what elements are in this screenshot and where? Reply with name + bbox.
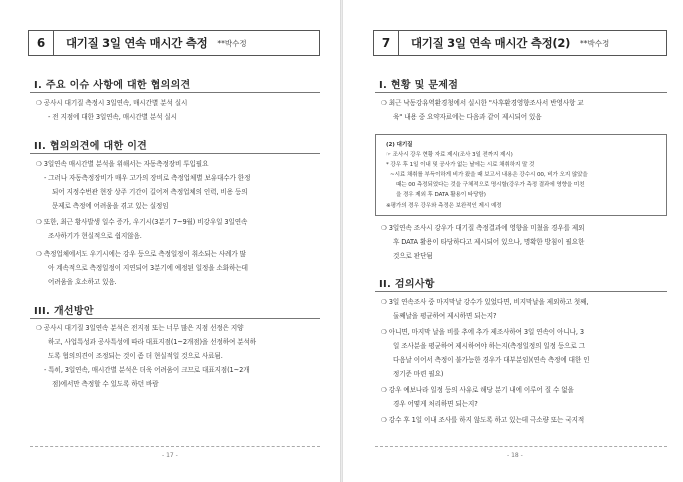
left-section2-line: 되어 지정수번관 현장 상주 기간이 길어져 측정업체의 인력, 비용 등의 [52, 188, 248, 196]
box-line: 때는 00 측정되었다는 것을 구체적으로 명시할(강우가 측정 결과에 영향을 미친 [396, 182, 585, 188]
left-section2-line: 조사하기가 현실적으로 쉽지않음. [48, 232, 142, 240]
right-footer-rule [375, 446, 667, 447]
left-section1-line: - 전 지점에 대한 3일연속, 매시간별 분석 실시 [48, 113, 177, 121]
right-page-title: 대기질 3일 연속 매시간 측정(2) [411, 36, 571, 50]
right-section1-line: 육" 내용 중 요약자료에는 다음과 같이 제시되어 있음 [393, 113, 542, 121]
right-observation-line: 후 DATA 활용이 타당하다고 제시되어 있으나, 명확한 방침이 필요한 [393, 238, 585, 246]
right-observation-line: ❍ 3일연속 조사시 강우가 대기질 측정결과에 영향을 미쳤을 경우를 제외 [381, 224, 585, 232]
left-page-footer: - 17 - [162, 452, 178, 459]
left-page-title: 대기질 3일 연속 매시간 측정 [66, 36, 208, 50]
left-section2-line: - 그러나 자동측정장비가 매우 고가의 장비로 측정업체별 보유대수가 한정 [44, 174, 251, 182]
right-page-footer: - 18 - [507, 452, 523, 459]
left-page [0, 0, 338, 482]
box-line: (2) 대기질 [386, 142, 413, 148]
right-section1-line: ❍ 최근 낙동강유역환경청에서 실시한 "사후환경영향조사서 반영사항 교 [381, 99, 584, 107]
box-line: ☞ 조사시 강우 현황 자료 제시(조사 3일 전까지 제시) [386, 152, 513, 158]
left-page-author: **박수정 [217, 38, 247, 48]
right-page-author: **박수정 [580, 38, 610, 48]
left-page-number-box: 6 [29, 31, 54, 55]
left-section3-title: III. 개선방안 [34, 306, 94, 317]
right-section1-title: I. 현황 및 문제점 [379, 80, 459, 91]
left-section3-line: 점)에서만 측정할 수 있도록 하던 바람 [52, 380, 159, 388]
right-section2-line: ❍ 강수 후 1일 이내 조사를 하지 않도록 하고 있는데 극소량 또는 국지적 [381, 416, 585, 424]
left-footer-rule [30, 446, 320, 447]
right-section1-rule [375, 92, 667, 93]
right-section2-line: 경우 어떻게 처리하면 되는지? [393, 400, 478, 408]
left-section2-line: 어려움을 호소하고 있음. [48, 278, 117, 286]
left-page-header [28, 30, 320, 56]
right-section2-line: 일 조사분을 평균하여 제시하여야 하는지(측정일정의 일정 등으로 그 [393, 342, 585, 350]
right-section2-line: 둘째날을 평균하여 제시하면 되는지? [393, 312, 497, 320]
left-section2-line: ❍ 또한, 최근 황사발생 일수 증가, 우기시(3분기 7~9월) 비강우일 3일연속 [36, 218, 248, 226]
left-section2-rule [30, 153, 320, 154]
box-line: 을 경우 제외 후 DATA 활용이 타당함) [396, 192, 486, 198]
left-section3-line: 하고, 사업특성과 공사특성에 따라 대표지점(1~2개점)을 선정하여 분석하 [48, 338, 257, 346]
box-line: * 강우 후 1일 이내 및 공사가 없는 날에는 시료 채취하지 말 것 [386, 162, 535, 168]
right-section2-line: ❍ 강우 예보나라 일정 등의 사유로 해당 분기 내에 이루어 질 수 없을 [381, 386, 574, 394]
right-page [345, 0, 683, 482]
left-section2-line: ❍ 측정업체에서도 우기시에는 강우 등으로 측정일정이 취소되는 사례가 많 [36, 250, 246, 258]
right-section2-line: ❍ 3일 연속조사 중 마지막날 강수가 있었다면, 비지막날을 제외하고 첫째, [381, 298, 589, 306]
left-section3-rule [30, 318, 320, 319]
right-page-number-box: 7 [374, 31, 399, 55]
right-section2-title: II. 검의사항 [379, 279, 435, 290]
left-section1-rule [30, 92, 320, 93]
left-section2-line: 아 계속적으로 측정일정이 지연되어 3분기에 예정된 일정을 소화하는데 [48, 264, 248, 272]
left-section2-line: 문제로 측정에 어려움을 겪고 있는 실정임 [52, 202, 169, 210]
right-section2-rule [375, 291, 667, 292]
box-line: ~시료 채취를 부득이하게 비가 왔을 때 보고서 내용은 강수시 00, 비가 오지 않았을 [390, 172, 588, 178]
left-section3-line: ❍ 공사시 대기질 3일연속 분석은 전지점 또는 너무 많은 지점 선정은 지양 [36, 324, 244, 332]
left-section3-line: - 특히, 3일연속, 매시간별 분석은 더욱 어려움이 크므로 대표지점(1~2개 [44, 366, 250, 374]
box-line: ※평가의 경우 강우와 측정은 보완적인 제시 예정 [386, 203, 502, 209]
right-section2-line: 다음날 이어서 측정이 불가능한 경우가 대부분임)(연속 측정에 대한 인 [393, 356, 590, 364]
right-section2-line: 정기준 마련 필요) [393, 370, 444, 378]
left-section3-line: 도록 협의의견이 조정되는 것이 좀 더 현실적일 것으로 사료됨. [48, 352, 223, 360]
left-section1-line: ❍ 공사시 대기질 측정시 3일연속, 매시간별 분석 실시 [36, 99, 188, 107]
right-observation-line: 것으로 판단됨 [393, 252, 433, 260]
guideline-excerpt-box [375, 134, 667, 216]
left-section2-line: ❍ 3일연속 매시간별 분석을 위해서는 자동측정장비 투입필요 [36, 160, 209, 168]
right-section2-line: ❍ 아니면, 마지막 날을 비를 추에 추가 제조사하여 3일 연속이 아니나, 3 [381, 328, 584, 336]
right-page-header [373, 30, 667, 56]
left-section1-title: I. 주요 이슈 사항에 대한 협의의견 [34, 80, 191, 91]
book-spine [340, 0, 343, 482]
left-section2-title: II. 협의의견에 대한 이견 [34, 141, 148, 152]
